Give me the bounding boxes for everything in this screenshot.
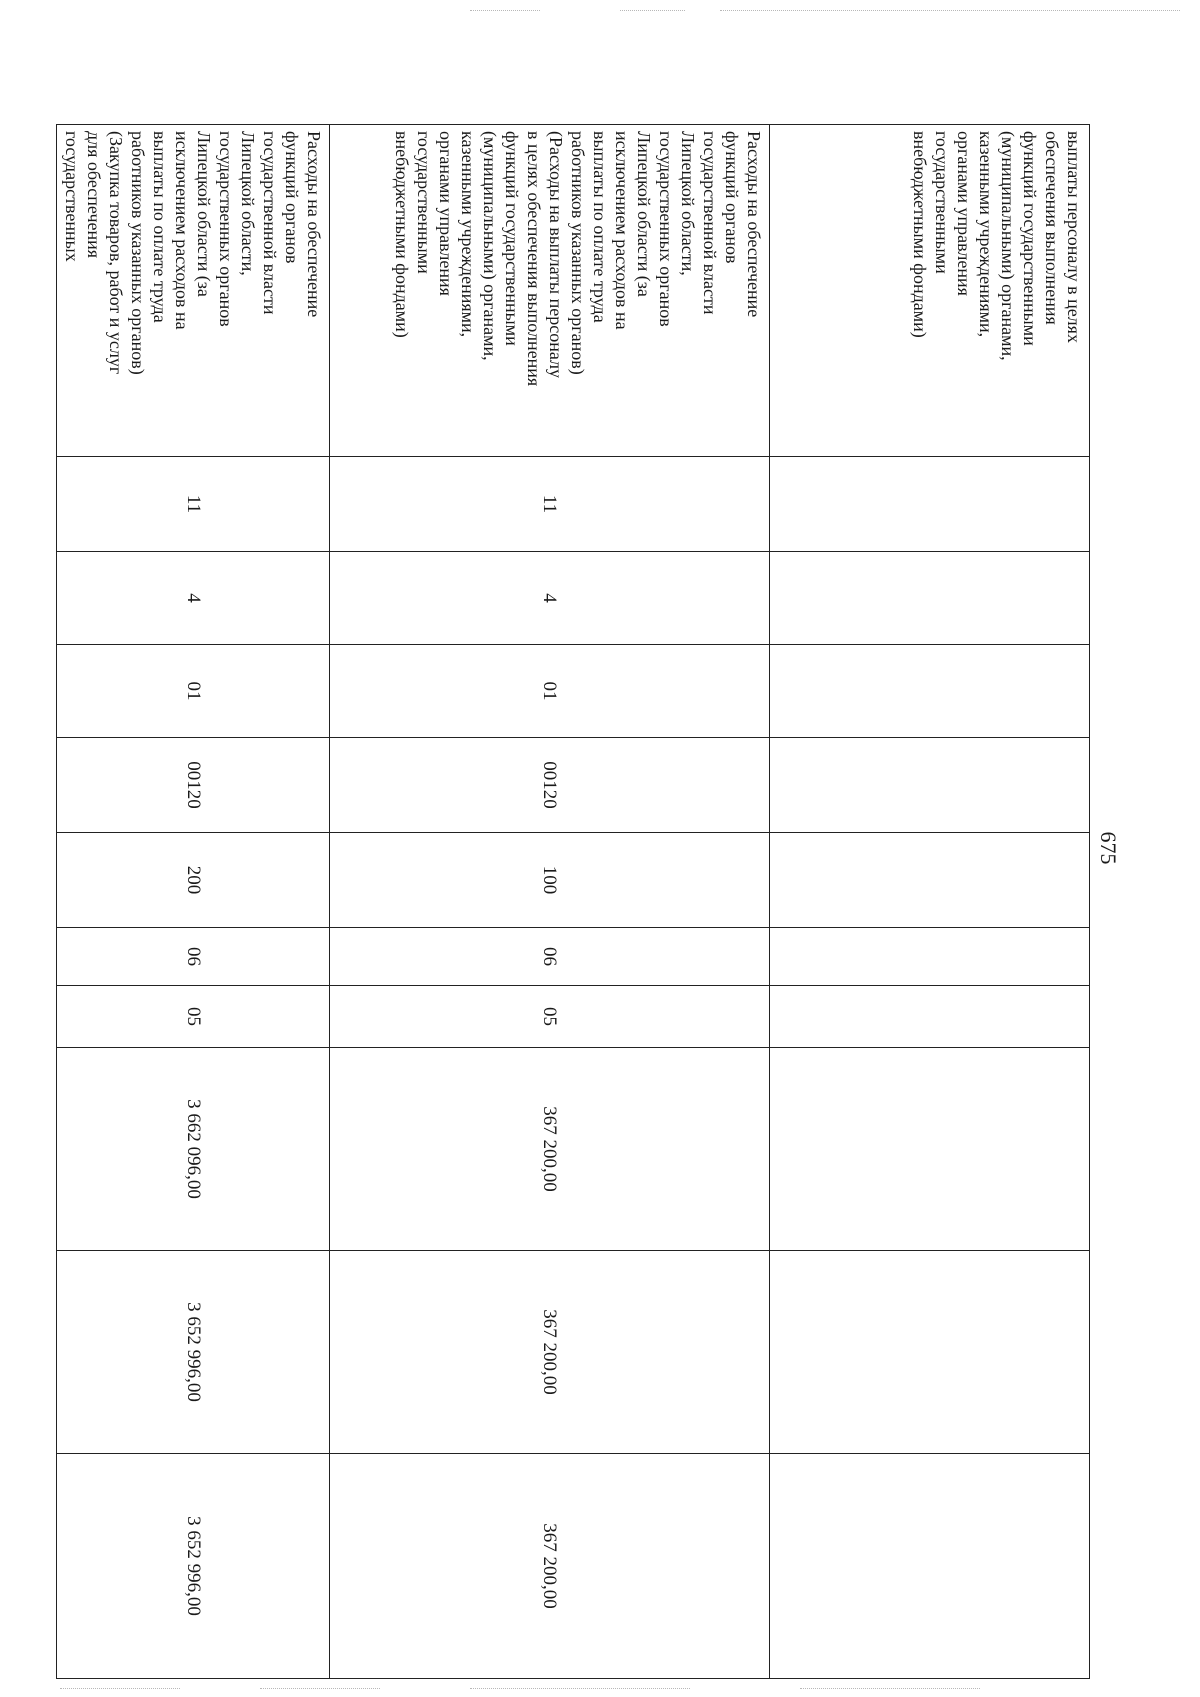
scan-artifact-bottom	[470, 1688, 690, 1690]
scan-artifact-bottom	[260, 1688, 380, 1690]
row-description: выплаты персоналу в целях обеспечения выполнения функций государственными (муниципальными) органами, казенными учреждениями, органами управления государственными внебюджетными фондами)	[770, 125, 1090, 457]
table-row	[330, 125, 770, 1679]
amount-cell: 367 200,00	[330, 1454, 770, 1679]
row-description: Расходы на обеспечение функций органов государственной власти Липецкой области, государственных органов Липецкой области (за исключением расходов на выплаты по оплате труда работников указанных органов) (Закупка товаров, работ и услуг для обеспечения государственных	[57, 125, 330, 457]
code-cell: 11	[330, 457, 770, 552]
table-row	[770, 125, 1090, 1679]
budget-table	[56, 124, 1090, 1679]
amount-cell	[770, 1251, 1090, 1454]
table-row	[57, 125, 330, 1679]
scan-artifact-bottom	[60, 1688, 180, 1690]
page-number: 675	[1096, 831, 1121, 865]
code-cell: 01	[330, 645, 770, 738]
amount-cell: 367 200,00	[330, 1251, 770, 1454]
scan-artifact-top	[470, 10, 540, 12]
budget-table-container	[62, 124, 1090, 1678]
code-cell	[770, 552, 1090, 645]
code-cell: 11	[57, 457, 330, 552]
amount-cell	[770, 1454, 1090, 1679]
code-cell	[770, 928, 1090, 986]
code-cell: 00120	[57, 738, 330, 833]
amount-cell: 3 652 996,00	[57, 1454, 330, 1679]
amount-cell: 3 652 996,00	[57, 1251, 330, 1454]
code-cell	[770, 738, 1090, 833]
code-cell: 100	[330, 833, 770, 928]
code-cell: 01	[57, 645, 330, 738]
code-cell: 05	[330, 986, 770, 1048]
code-cell: 200	[57, 833, 330, 928]
code-cell	[770, 457, 1090, 552]
amount-cell	[770, 1048, 1090, 1251]
scan-artifact-bottom	[800, 1688, 980, 1690]
code-cell: 05	[57, 986, 330, 1048]
amount-cell: 367 200,00	[330, 1048, 770, 1251]
code-cell: 4	[330, 552, 770, 645]
code-cell: 00120	[330, 738, 770, 833]
scan-artifact-top	[720, 10, 1180, 12]
code-cell: 06	[330, 928, 770, 986]
code-cell: 06	[57, 928, 330, 986]
amount-cell: 3 662 096,00	[57, 1048, 330, 1251]
code-cell	[770, 986, 1090, 1048]
row-description: Расходы на обеспечение функций органов государственной власти Липецкой области, государственных органов Липецкой области (за исключением расходов на выплаты по оплате труда работников указанных органов) (Расходы на выплаты персоналу в целях обеспечения выполнения функций государственными (муниципальными) органами, казенными учреждениями, органами управления государственными внебюджетными фондами)	[330, 125, 770, 457]
code-cell	[770, 833, 1090, 928]
code-cell	[770, 645, 1090, 738]
code-cell: 4	[57, 552, 330, 645]
scan-artifact-top	[620, 10, 685, 12]
